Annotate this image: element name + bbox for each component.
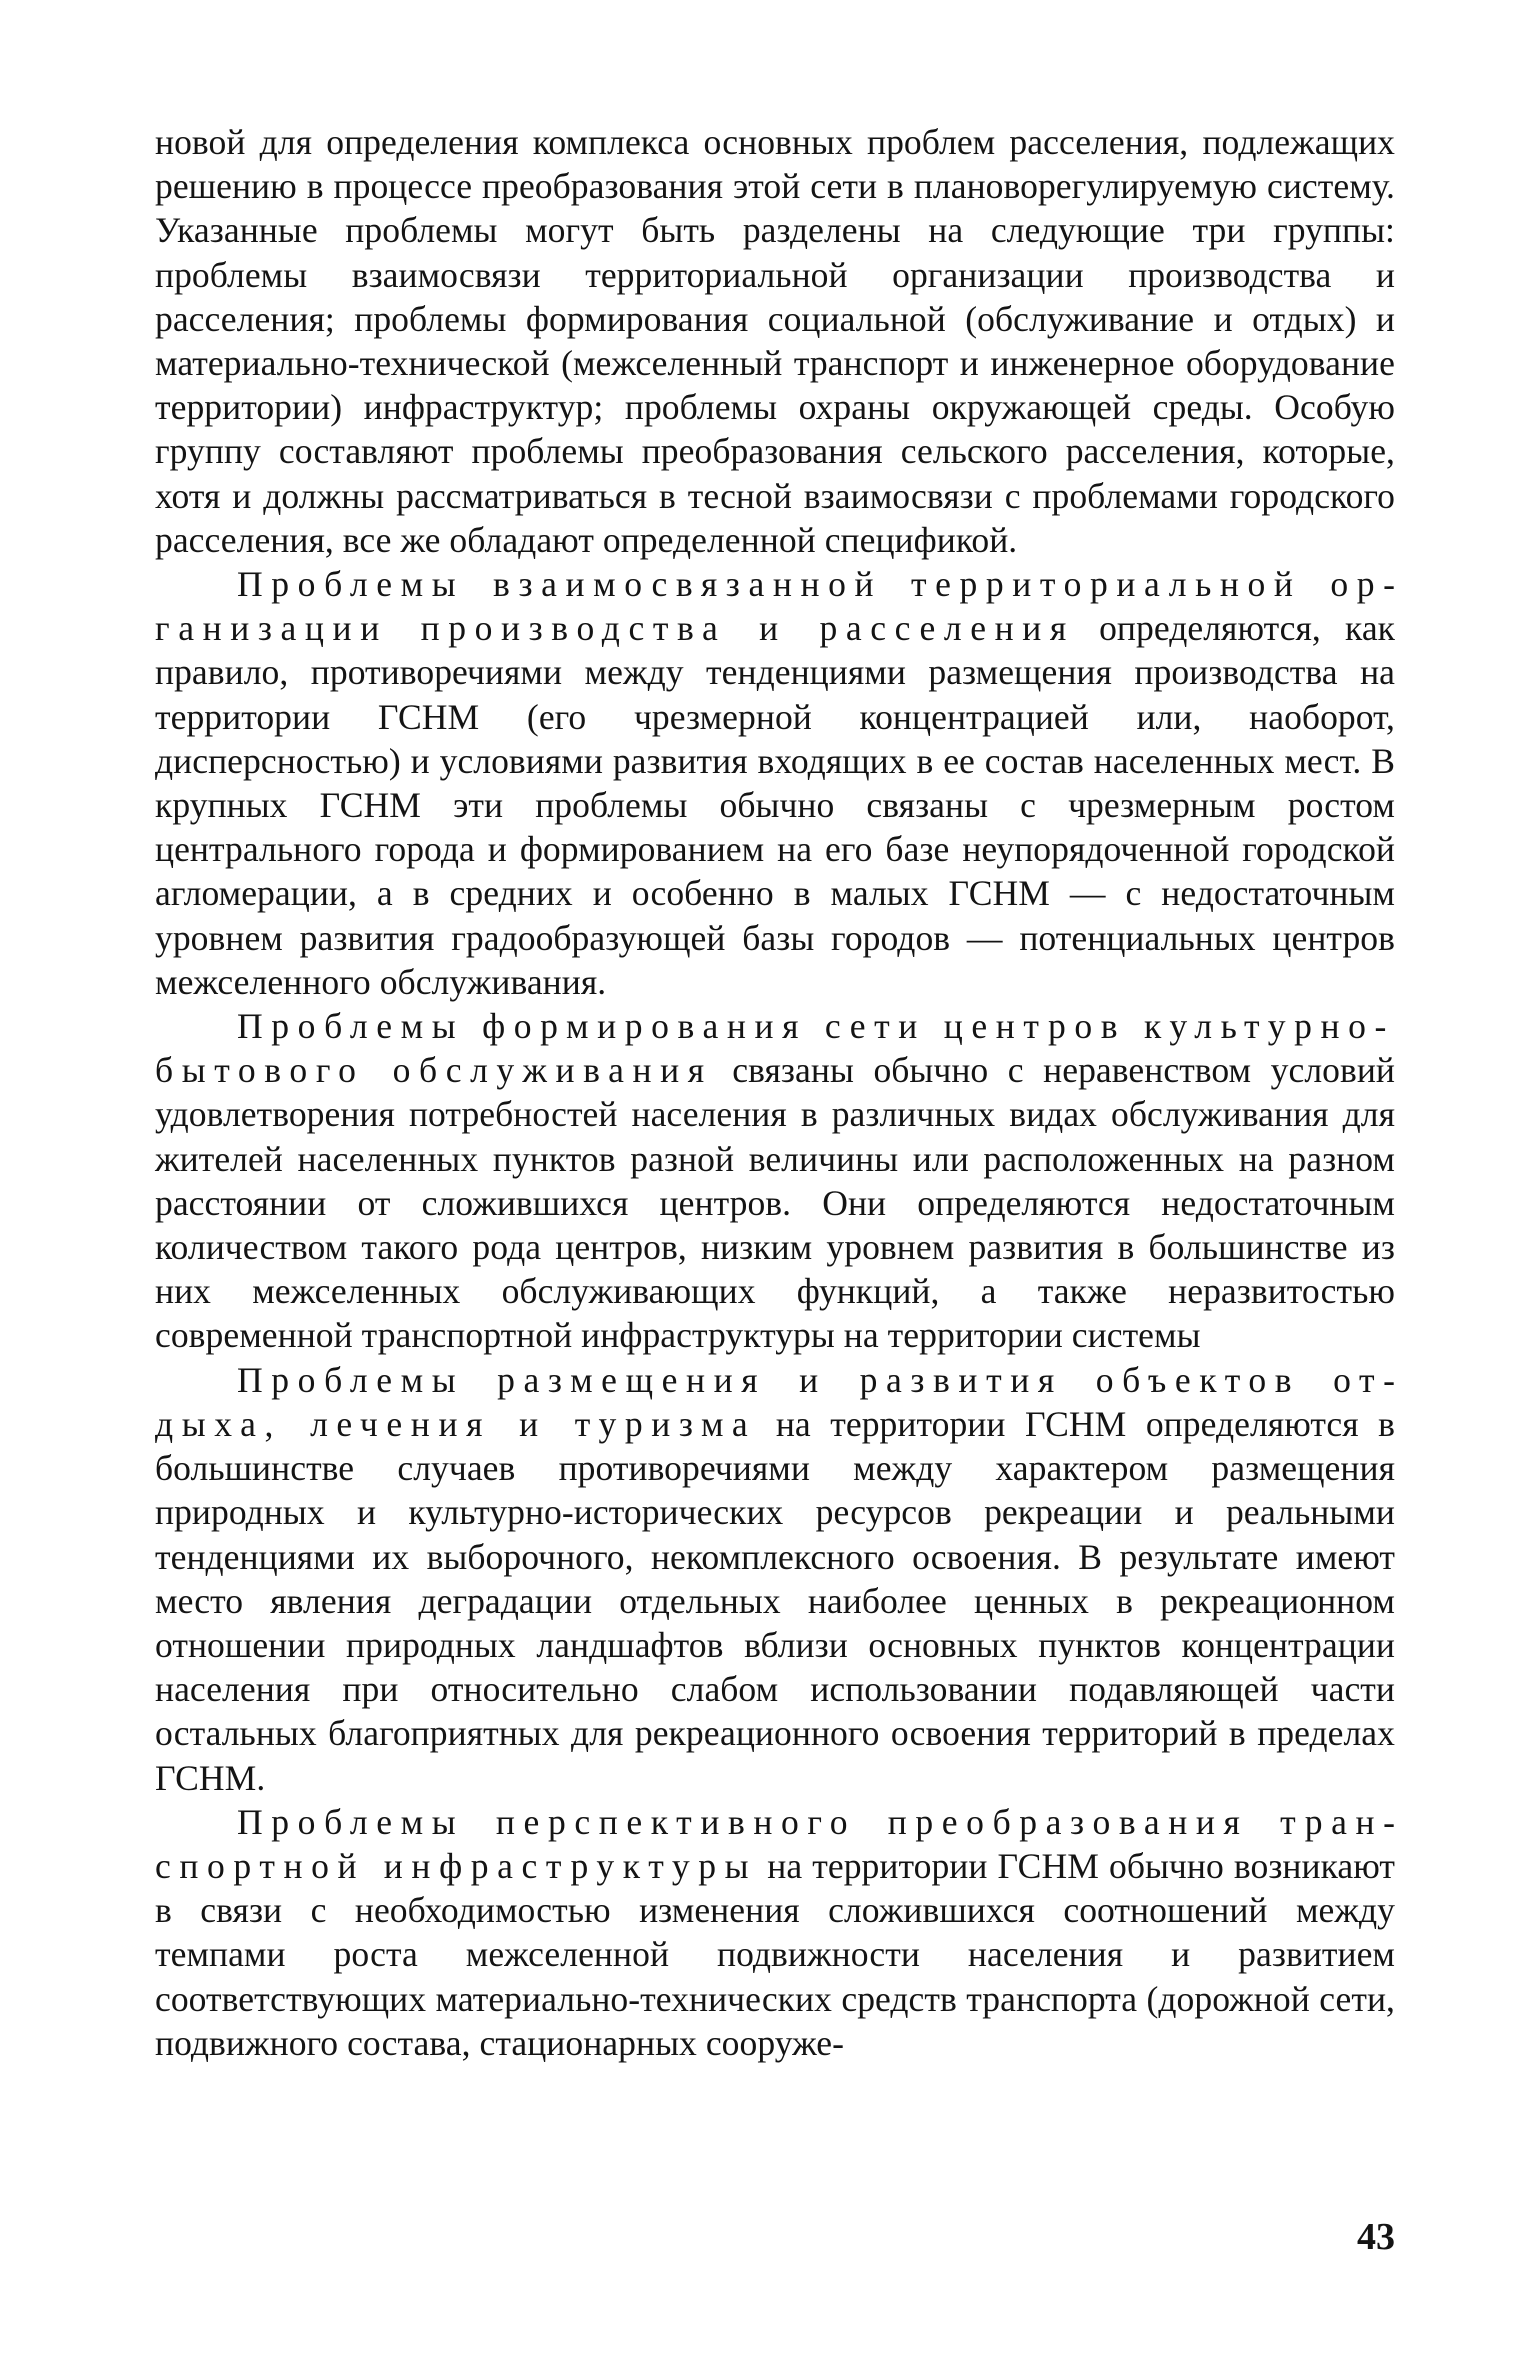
- paragraph-service-centers: [155, 1004, 1395, 1358]
- paragraph-heading: Проблемы размещения и развития объектов отдыха, лечения и туризма: [155, 1359, 1395, 1444]
- paragraph-text: на территории ГСНМ определяются в большинстве случаев противоречиями между характером размещения природных и культурно-исторических ресурсов рекреации и реальными тенденциями их выборочного, некомплексного освоения. В результате имеют место явления деградации отдельных наиболее ценных в рекреационном отношении природных ландшафтов вблизи основных пунктов концентрации населения при относительно слабом использовании подавляющей части остальных благоприятных для рекреационного освоения территорий в пределах ГСНМ.: [155, 1403, 1395, 1798]
- paragraph-text: новой для определения комплекса основных проблем расселения, подлежащих решению в процессе преобразования этой сети в плановорегулируемую систему. Указанные проблемы могут быть разделены на следующие три группы: проблемы взаимосвязи территориальной организации производства и расселения; проблемы формирования социальной (обслуживание и отдых) и материально-технической (межселенный транспорт и инженерное оборудование территории) инфраструктур; проблемы охраны окружающей среды. Особую группу составляют проблемы преобразования сельского расселения, которые, хотя и должны рассматриваться в тесной взаимосвязи с проблемами городского расселения, все же обладают определенной спецификой.: [155, 122, 1395, 560]
- page-number: 43: [1357, 2216, 1395, 2258]
- paragraph-recreation: [155, 1358, 1395, 1800]
- paragraph-heading: Проблемы перспективного преобразования транспортной инфраструктуры: [155, 1801, 1395, 1886]
- paragraph-heading: Проблемы формирования сети центров культурно-бытового обслуживания: [155, 1006, 1395, 1091]
- paragraph-text: связаны обычно с неравенством условий удовлетворения потребностей населения в различных видах обслуживания для жителей населенных пунктов разной величины или расположенных на разном расстоянии от сложившихся центров. Они определяются недостаточным количеством такого рода центров, низким уровнем развития в большинстве из них межселенных обслуживающих функций, а также неразвитостью современной транспортной инфраструктуры на территории системы: [155, 1050, 1396, 1356]
- body-text: [155, 120, 1395, 2065]
- paragraph-text: на территории ГСНМ обычно возникают в связи с необходимостью изменения сложившихся соотношений между темпами роста межселенной подвижности населения и развитием соответствующих материально-технических средств транспорта (дорожной сети, подвижного состава, стационарных сооруже-: [155, 1845, 1395, 2063]
- paragraph-transport: [155, 1800, 1395, 2065]
- paragraph-text: определяются, как правило, противоречиями между тенденциями размещения производства на территории ГСНМ (его чрезмерной концентрацией или, наоборот, дисперсностью) и условиями развития входящих в ее состав населенных мест. В крупных ГСНМ эти проблемы обычно связаны с чрезмерным ростом центрального города и формированием на его базе неупорядоченной городской агломерации, а в средних и особенно в малых ГСНМ — с недостаточным уровнем развития градообразующей базы городов — потенциальных центров межселенного обслуживания.: [155, 608, 1396, 1002]
- paragraph-heading: Проблемы взаимосвязанной территориальной организации производства и расселения: [155, 564, 1395, 649]
- paragraph-production-settlement: [155, 562, 1395, 1004]
- paragraph-intro: [155, 120, 1395, 562]
